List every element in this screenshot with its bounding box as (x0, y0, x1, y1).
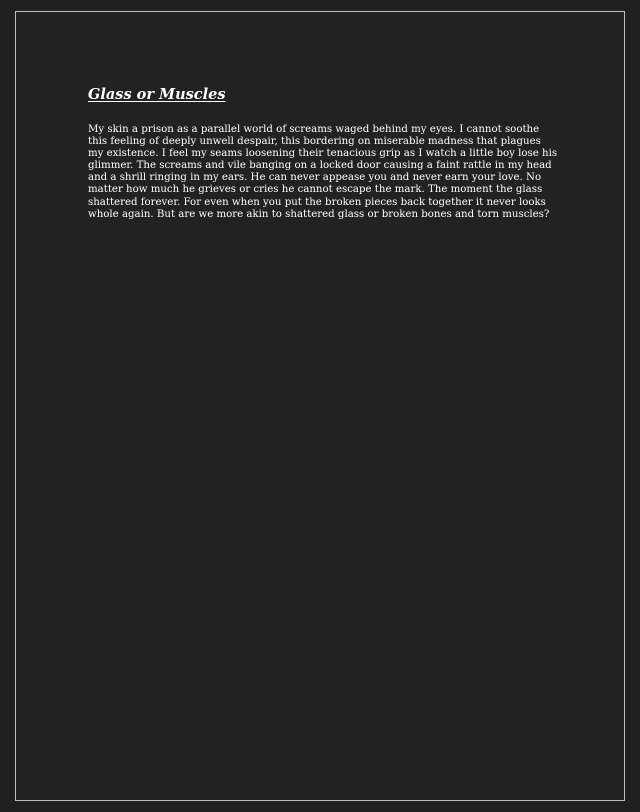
document-body-paragraph: My skin a prison as a parallel world of screams waged behind my eyes. I cannot soothe this feeling of deeply unwell despair, this bordering on miserable madness that plagues my existence. I feel my seams loosening their tenacious grip as I watch a little boy lose his glimmer. The screams and vile banging on a locked door causing a faint rattle in my head and a shrill ringing in my ears. He can never appease you and never earn your love. No matter how much he grieves or cries he cannot escape the mark. The moment the glass shattered forever. For even when you put the broken pieces back together it never looks whole again. But are we more akin to shattered glass or broken bones and torn muscles? (88, 124, 558, 220)
document-page (15, 11, 625, 801)
document-content (88, 86, 558, 221)
document-title: Glass or Muscles (88, 86, 226, 103)
